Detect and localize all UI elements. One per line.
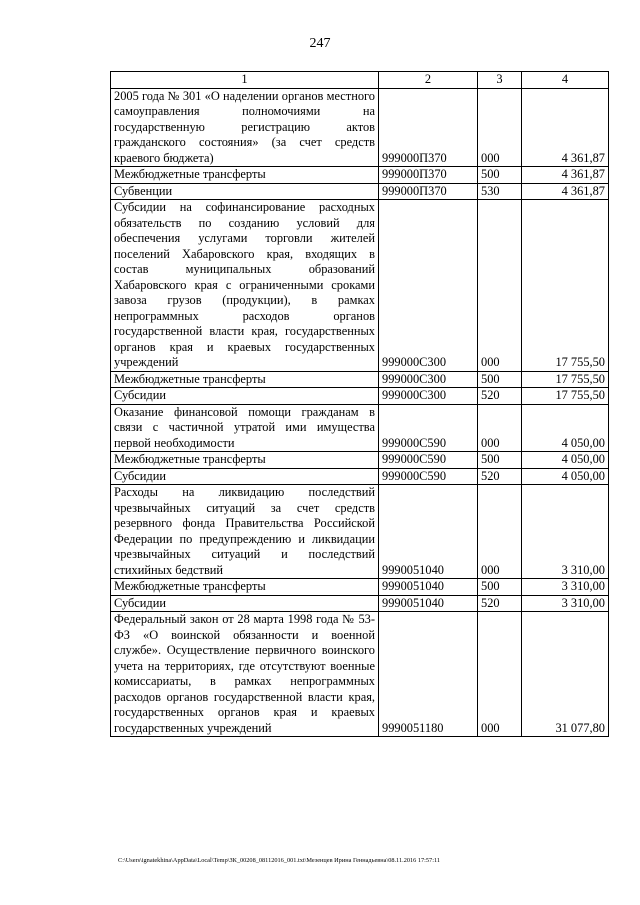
row-description: Федеральный закон от 28 марта 1998 года № 53-ФЗ «О воинской обязанности и военной службе». Осуществление первичного воинского учета на территориях, где отсутствуют военные комиссариаты, в рамках непрограммных расходов органов государственной власти края, государственных органов края и краевых государственных учреждений	[111, 612, 379, 737]
header-col-2: 2	[379, 72, 478, 89]
table-row	[111, 485, 609, 579]
table-row	[111, 612, 609, 737]
row-target-code: 999000С300	[379, 371, 478, 388]
header-row	[111, 72, 609, 89]
page-number: 247	[309, 36, 331, 51]
row-description: Межбюджетные трансферты	[111, 167, 379, 184]
table-row	[111, 452, 609, 469]
row-target-code: 9990051040	[379, 485, 478, 579]
row-description: Межбюджетные трансферты	[111, 579, 379, 596]
row-expense-type: 000	[478, 200, 522, 372]
row-amount: 31 077,80	[522, 612, 609, 737]
row-amount: 17 755,50	[522, 371, 609, 388]
row-amount: 3 310,00	[522, 595, 609, 612]
row-description: Субсидии	[111, 595, 379, 612]
table-row	[111, 579, 609, 596]
table-row	[111, 167, 609, 184]
row-description: Оказание финансовой помощи гражданам в связи с частичной утратой ими имущества первой необходимости	[111, 404, 379, 452]
row-target-code: 999000П370	[379, 183, 478, 200]
row-target-code: 999000С300	[379, 388, 478, 405]
row-target-code: 999000П370	[379, 88, 478, 167]
file-path-footer: C:\Users\ignatekhina\AppData\Local\Temp\ЗК_00208_08112016_001.txt\Мезенцев Ирина Геннадьевна\08.11.2016 17:57:11	[118, 857, 441, 864]
row-expense-type: 500	[478, 579, 522, 596]
table-header	[111, 72, 609, 89]
row-target-code: 9990051180	[379, 612, 478, 737]
header-col-1: 1	[111, 72, 379, 89]
row-expense-type: 520	[478, 388, 522, 405]
row-description: Межбюджетные трансферты	[111, 371, 379, 388]
row-expense-type: 530	[478, 183, 522, 200]
row-target-code: 999000С300	[379, 200, 478, 372]
table-row	[111, 595, 609, 612]
row-amount: 3 310,00	[522, 579, 609, 596]
row-expense-type: 520	[478, 468, 522, 485]
row-expense-type: 000	[478, 404, 522, 452]
row-amount: 4 361,87	[522, 167, 609, 184]
row-target-code: 999000С590	[379, 404, 478, 452]
row-expense-type: 500	[478, 371, 522, 388]
table-row	[111, 468, 609, 485]
table-body	[111, 88, 609, 737]
row-target-code: 9990051040	[379, 579, 478, 596]
row-amount: 4 361,87	[522, 88, 609, 167]
row-expense-type: 520	[478, 595, 522, 612]
table-row	[111, 388, 609, 405]
row-target-code: 9990051040	[379, 595, 478, 612]
table-row	[111, 371, 609, 388]
row-description: Расходы на ликвидацию последствий чрезвычайных ситуаций за счет средств резервного фонда Правительства Российской Федерации по предупреждению и ликвидации чрезвычайных ситуаций и последствий стихийных бедствий	[111, 485, 379, 579]
row-amount: 4 361,87	[522, 183, 609, 200]
row-description: Субсидии	[111, 468, 379, 485]
row-amount: 4 050,00	[522, 452, 609, 469]
table-row	[111, 200, 609, 372]
row-expense-type: 500	[478, 167, 522, 184]
budget-table	[110, 71, 609, 737]
row-description: Субсидии	[111, 388, 379, 405]
row-expense-type: 000	[478, 485, 522, 579]
header-col-3: 3	[478, 72, 522, 89]
row-expense-type: 000	[478, 612, 522, 737]
row-description: 2005 года № 301 «О наделении органов местного самоуправления полномочиями на государственную регистрацию актов гражданского состояния» (за счет средств краевого бюджета)	[111, 88, 379, 167]
table-row	[111, 183, 609, 200]
table-row	[111, 404, 609, 452]
row-amount: 17 755,50	[522, 200, 609, 372]
row-amount: 4 050,00	[522, 468, 609, 485]
row-expense-type: 500	[478, 452, 522, 469]
row-expense-type: 000	[478, 88, 522, 167]
header-col-4: 4	[522, 72, 609, 89]
table-row	[111, 88, 609, 167]
row-amount: 3 310,00	[522, 485, 609, 579]
row-description: Субсидии на софинансирование расходных обязательств по созданию условий для обеспечения услугами торговли жителей поселений Хабаровского края, входящих в состав муниципальных образований Хабаровского края с ограниченными сроками завоза грузов (продукции), в рамках непрограммных расходов органов государственной власти края, государственных органов края и краевых государственных учреждений	[111, 200, 379, 372]
row-amount: 17 755,50	[522, 388, 609, 405]
row-target-code: 999000С590	[379, 452, 478, 469]
row-amount: 4 050,00	[522, 404, 609, 452]
row-description: Межбюджетные трансферты	[111, 452, 379, 469]
row-target-code: 999000С590	[379, 468, 478, 485]
row-target-code: 999000П370	[379, 167, 478, 184]
row-description: Субвенции	[111, 183, 379, 200]
